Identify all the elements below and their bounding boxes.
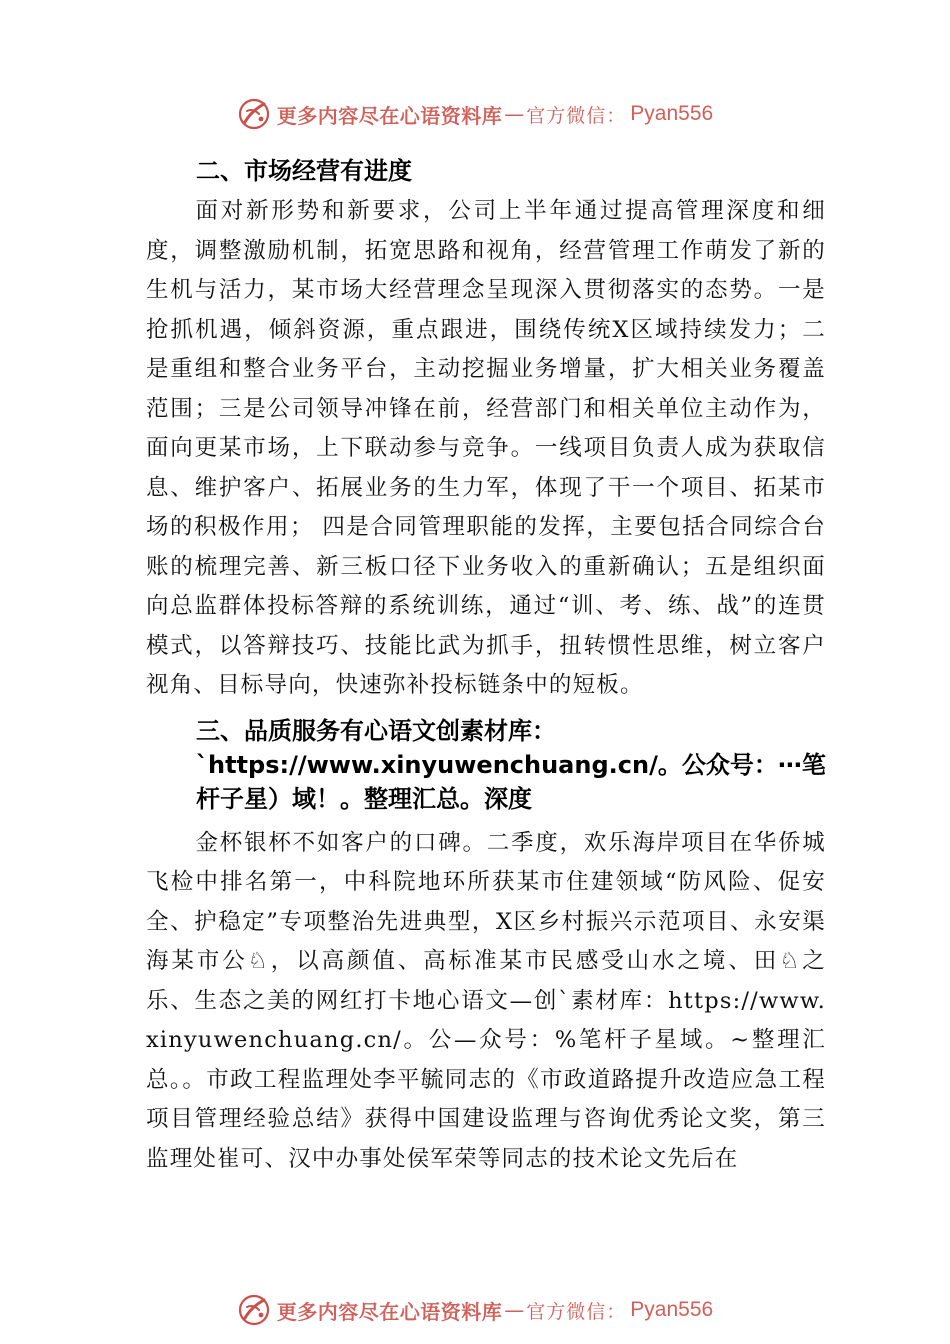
watermark-banner-top [0,94,950,134]
banner-separator: — [504,1298,525,1322]
banner-brand-text: 更多内容尽在心语资料库 [276,1299,503,1324]
banner-wechat-id: Pyan556 [630,1298,714,1321]
banner-separator: — [504,102,525,126]
banner-wechat-id: Pyan556 [630,102,714,125]
watermark-banner-bottom [0,1290,950,1330]
paragraph-quality: 金杯银杯不如客户的口碑。二季度，欢乐海岸项目在华侨城飞检中排名第一，中科院地环所获某市住建领域“防风险、促安全、护稳定”专项整治先进典型，X区乡村振兴示范项目、永安渠海某市公♘，以高颜值、高标准某市民感受山水之境、田♘之乐、生态之美的网红打卡地心语文—创`素材库：https://www.xinyuwenchuang.cn/。公—众号：%笔杆子星域。~整理汇总。。市政工程监理处李平毓同志的《市政道路提升改造应急工程项目管理经验总结》获得中国建设监理与咨询优秀论文奖，第三监理处崔可、汉中办事处侯军荣等同志的技术论文先后在 [146,829,826,1172]
brush-logo-icon [237,1293,271,1327]
banner-wechat-label: 官方微信： [526,1300,627,1323]
banner-brand-text: 更多内容尽在心语资料库 [276,103,503,128]
document-body [146,150,826,1179]
section-heading-quality: 三、品质服务有心语文创素材库：`https://www.xinyuwenchuang.cn/。公众号：⋯笔杆子星）域！。整理汇总。深度 [196,716,826,813]
brush-logo-icon [237,97,271,131]
section-heading-market: 二、市场经营有进度 [196,157,412,185]
banner-wechat-label: 官方微信： [526,104,627,127]
paragraph-market: 面对新形势和新要求，公司上半年通过提高管理深度和细度，调整激励机制，拓宽思路和视角，经营管理工作萌发了新的生机与活力，某市场大经营理念呈现深入贯彻落实的态势。一是抢抓机遇，倾斜资源，重点跟进，围绕传统X区域持续发力；二是重组和整合业务平台，主动挖掘业务增量，扩大相关业务覆盖范围；三是公司领导冲锋在前，经营部门和相关单位主动作为，面向更某市场，上下联动参与竞争。一线项目负责人成为获取信息、维护客户、拓展业务的生力军，体现了干一个项目、拓某市场的积极作用； 四是合同管理职能的发挥，主要包括合同综合台账的梳理完善、新三板口径下业务收入的重新确认；五是组织面向总监群体投标答辩的系统训练，通过“训、考、练、战”的连贯模式，以答辩技巧、技能比武为抓手，扭转惯性思维，树立客户视角、目标导向，快速弥补投标链条中的短板。 [146,198,826,698]
